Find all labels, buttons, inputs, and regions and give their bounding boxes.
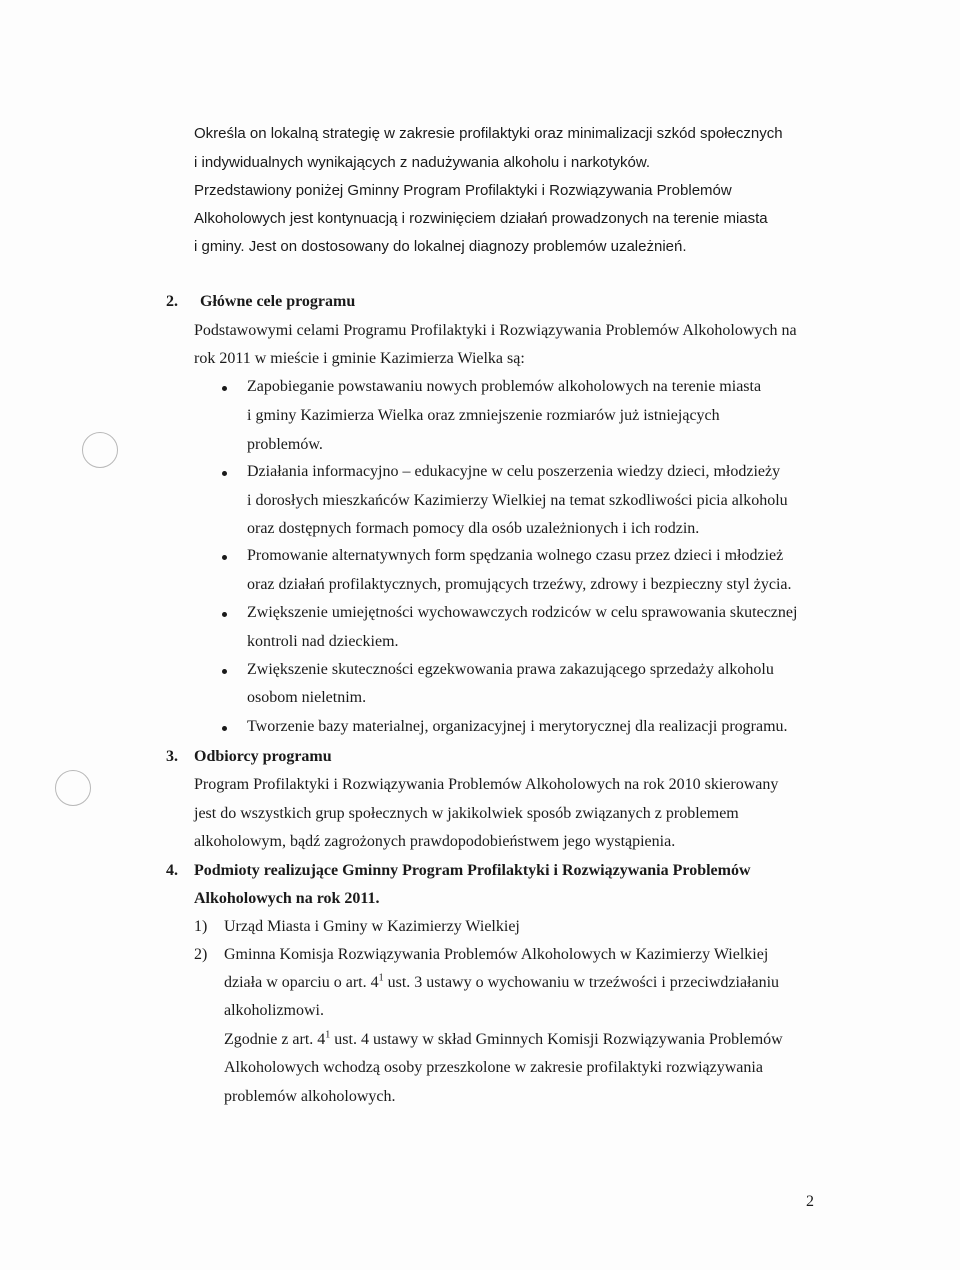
bullet-icon [222, 612, 227, 617]
section-text: rok 2011 w mieście i gminie Kazimierza Wielka są: [194, 350, 525, 367]
bullet-icon [222, 726, 227, 731]
list-item: osobom nieletnim. [247, 689, 367, 706]
list-item-text: działa w oparciu o art. 4 [224, 974, 379, 991]
list-item-text: ust. 4 ustawy w skład Gminnych Komisji Rozwiązywania Problemów [330, 1031, 783, 1048]
punch-hole [82, 432, 118, 468]
list-item: Tworzenie bazy materialnej, organizacyjnej i merytorycznej dla realizacji programu. [247, 718, 788, 735]
section-text: alkoholowym, bądź zagrożonych prawdopodobieństwem jego wystąpienia. [194, 833, 676, 850]
list-item: Zapobieganie powstawaniu nowych problemów alkoholowych na terenie miasta [247, 378, 762, 395]
list-item: kontroli nad dzieckiem. [247, 633, 399, 650]
list-item [224, 972, 780, 991]
list-item [224, 1029, 783, 1048]
section-title: Podmioty realizujące Gminny Program Profilaktyki i Rozwiązywania Problemów [194, 862, 751, 879]
bullet-icon [222, 471, 227, 476]
list-item-text: Zgodnie z art. 4 [224, 1031, 326, 1048]
list-item: alkoholizmowi. [224, 1002, 324, 1019]
list-item: problemów alkoholowych. [224, 1088, 396, 1105]
section-text: jest do wszystkich grup społecznych w jakikolwiek sposób związanych z problemem [194, 805, 739, 822]
list-item: oraz dostępnych formach pomocy dla osób uzależnionych i ich rodzin. [247, 520, 700, 537]
page-number: 2 [806, 1193, 814, 1210]
section-number: 2. [166, 293, 178, 310]
list-item: i dorosłych mieszkańców Kazimierzy Wielkiej na temat szkodliwości picia alkoholu [247, 492, 788, 509]
section-text: Podstawowymi celami Programu Profilaktyki i Rozwiązywania Problemów Alkoholowych na [194, 322, 797, 339]
bullet-icon [222, 669, 227, 674]
list-item: Działania informacyjno – edukacyjne w celu poszerzenia wiedzy dzieci, młodzieży [247, 463, 781, 480]
intro-line: i indywidualnych wynikających z nadużywania alkoholu i narkotyków. [194, 154, 651, 171]
list-item: Urząd Miasta i Gminy w Kazimierzy Wielkiej [224, 918, 520, 935]
section-number: 3. [166, 748, 178, 765]
punch-hole [55, 770, 91, 806]
item-number: 2) [194, 946, 208, 963]
list-item: problemów. [247, 436, 323, 453]
section-text: Program Profilaktyki i Rozwiązywania Problemów Alkoholowych na rok 2010 skierowany [194, 776, 779, 793]
intro-line: Określa on lokalną strategię w zakresie profilaktyki oraz minimalizacji szkód społecznych [194, 125, 783, 142]
superscript: 1 [378, 972, 384, 984]
list-item: Zwiększenie umiejętności wychowawczych rodziców w celu sprawowania skutecznej [247, 604, 798, 621]
intro-line: Przedstawiony poniżej Gminny Program Profilaktyki i Rozwiązywania Problemów [194, 182, 732, 199]
intro-line: Alkoholowych jest kontynuacją i rozwinięciem działań prowadzonych na terenie miasta [194, 210, 768, 227]
section-title: Odbiorcy programu [194, 748, 332, 765]
list-item: oraz działań profilaktycznych, promujących trzeźwy, zdrowy i bezpieczny styl życia. [247, 576, 792, 593]
superscript: 1 [325, 1029, 331, 1041]
list-item: Alkoholowych wchodzą osoby przeszkolone w zakresie profilaktyki rozwiązywania [224, 1059, 763, 1076]
section-title: Główne cele programu [200, 293, 356, 310]
list-item: Promowanie alternatywnych form spędzania wolnego czasu przez dzieci i młodzież [247, 547, 784, 564]
list-item: Zwiększenie skuteczności egzekwowania prawa zakazującego sprzedaży alkoholu [247, 661, 774, 678]
list-item-text: ust. 3 ustawy o wychowaniu w trzeźwości i przeciwdziałaniu [383, 974, 780, 991]
list-item: i gminy Kazimierza Wielka oraz zmniejszenie rozmiarów już istniejących [247, 407, 720, 424]
bullet-icon [222, 386, 227, 391]
intro-line: i gminy. Jest on dostosowany do lokalnej diagnozy problemów uzależnień. [194, 238, 687, 255]
bullet-icon [222, 555, 227, 560]
list-item: Gminna Komisja Rozwiązywania Problemów Alkoholowych w Kazimierzy Wielkiej [224, 946, 769, 963]
section-title: Alkoholowych na rok 2011. [194, 890, 380, 907]
section-number: 4. [166, 862, 178, 879]
item-number: 1) [194, 918, 208, 935]
